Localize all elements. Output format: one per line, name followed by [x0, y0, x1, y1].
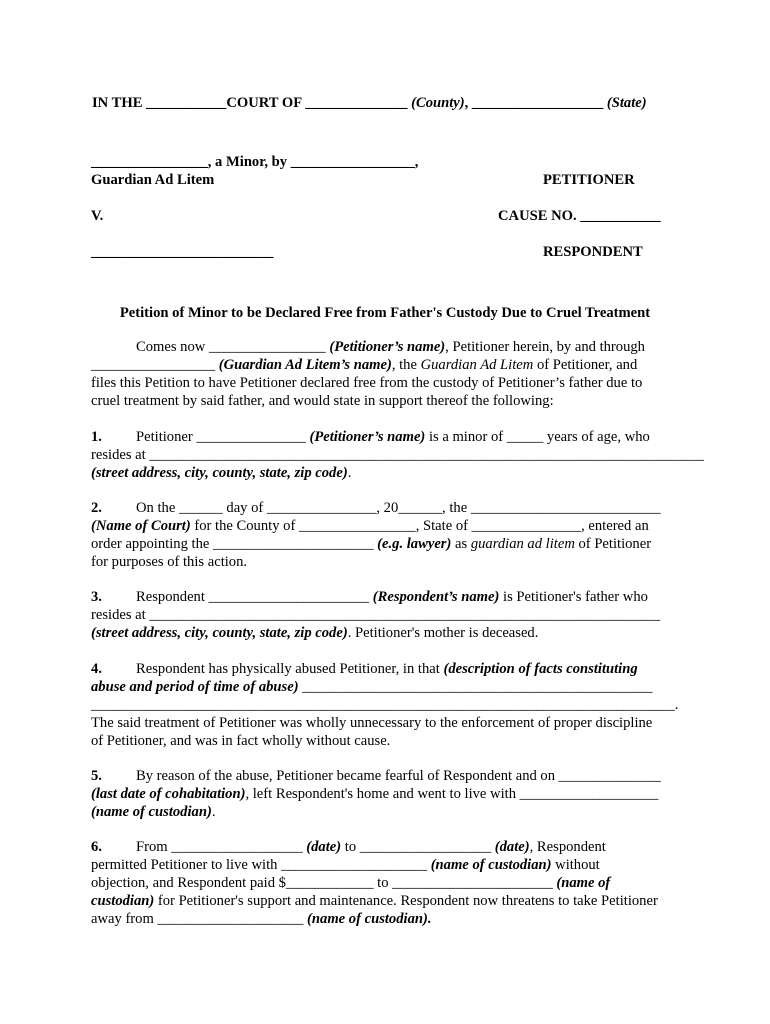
p4-line-3: ________________________________________________________________________________. [91, 697, 679, 713]
p2-line-1: On the ______ day of _______________, 20______, the __________________________ [136, 500, 661, 516]
paragraph-number-6: 6. [91, 839, 102, 855]
p4-line-1: Respondent has physically abused Petitioner, in that (description of facts constituting [136, 661, 638, 677]
p2-line-2: (Name of Court) for the County of ________________, State of _______________, entered an [91, 518, 649, 534]
paragraph-number-2: 2. [91, 500, 102, 516]
p6-line-1: From __________________ (date) to __________________ (date), Respondent [136, 839, 606, 855]
respondent-label: RESPONDENT [543, 244, 643, 260]
p5-line-2: (last date of cohabitation), left Respondent's home and went to live with ___________________ [91, 786, 659, 802]
p6-line-3: objection, and Respondent paid $____________ to ______________________ (name of [91, 875, 611, 891]
paragraph-number-5: 5. [91, 768, 102, 784]
p4-line-2: abuse and period of time of abuse) ________________________________________________ [91, 679, 653, 695]
p6-line-2: permitted Petitioner to live with ____________________ (name of custodian) without [91, 857, 600, 873]
court-line-text: IN THE ___________COURT OF ______________ [92, 95, 412, 111]
p3-line-3: (street address, city, county, state, zip code). Petitioner's mother is deceased. [91, 625, 539, 641]
cause-number: CAUSE NO. ___________ [498, 208, 661, 224]
p6-line-5: away from ____________________ (name of custodian). [91, 911, 432, 927]
paragraph-number-1: 1. [91, 429, 102, 445]
document-title: Petition of Minor to be Declared Free from Father's Custody Due to Cruel Treatment [119, 305, 651, 321]
p4-line-4: The said treatment of Petitioner was wholly unnecessary to the enforcement of proper discipline [91, 715, 653, 731]
p4-line-5: of Petitioner, and was in fact wholly without cause. [91, 733, 391, 749]
p1-line-3: (street address, city, county, state, zip code). [91, 465, 352, 481]
intro-line-1: Comes now ________________ (Petitioner’s name), Petitioner herein, by and through [136, 339, 645, 355]
intro-line-2: _________________ (Guardian Ad Litem’s name), the Guardian Ad Litem of Petitioner, and [91, 357, 638, 373]
court-line-text-2: , __________________ [464, 95, 607, 111]
p1-line-1: Petitioner _______________ (Petitioner’s name) is a minor of _____ years of age, who [136, 429, 650, 445]
paragraph-number-3: 3. [91, 589, 102, 605]
intro-line-4: cruel treatment by said father, and would state in support thereof the following: [91, 393, 554, 409]
p5-line-3: (name of custodian). [91, 804, 216, 820]
paragraph-number-4: 4. [91, 661, 102, 677]
p3-line-1: Respondent ______________________ (Respondent’s name) is Petitioner's father who [136, 589, 648, 605]
petitioner-label: PETITIONER [543, 172, 635, 188]
guardian-label: Guardian Ad Litem [91, 172, 215, 188]
p3-line-2: resides at ______________________________________________________________________ [91, 607, 661, 623]
p6-line-4: custodian) for Petitioner's support and maintenance. Respondent now threatens to take Petitioner [91, 893, 658, 909]
p1-line-2: resides at ____________________________________________________________________________ [91, 447, 704, 463]
p2-line-4: for purposes of this action. [91, 554, 248, 570]
county-label: (County) [411, 95, 465, 111]
intro-line-3: files this Petition to have Petitioner declared free from the custody of Petitioner’s father due to [91, 375, 643, 391]
p2-line-3: order appointing the ______________________ (e.g. lawyer) as guardian ad litem of Petitioner [91, 536, 652, 552]
minor-line: ________________, a Minor, by _________________, [91, 154, 419, 170]
versus-label: V. [91, 208, 104, 224]
respondent-blank: _________________________ [91, 244, 274, 260]
court-line [92, 94, 647, 112]
p5-line-1: By reason of the abuse, Petitioner became fearful of Respondent and on ______________ [136, 768, 661, 784]
state-label: (State) [606, 95, 647, 111]
